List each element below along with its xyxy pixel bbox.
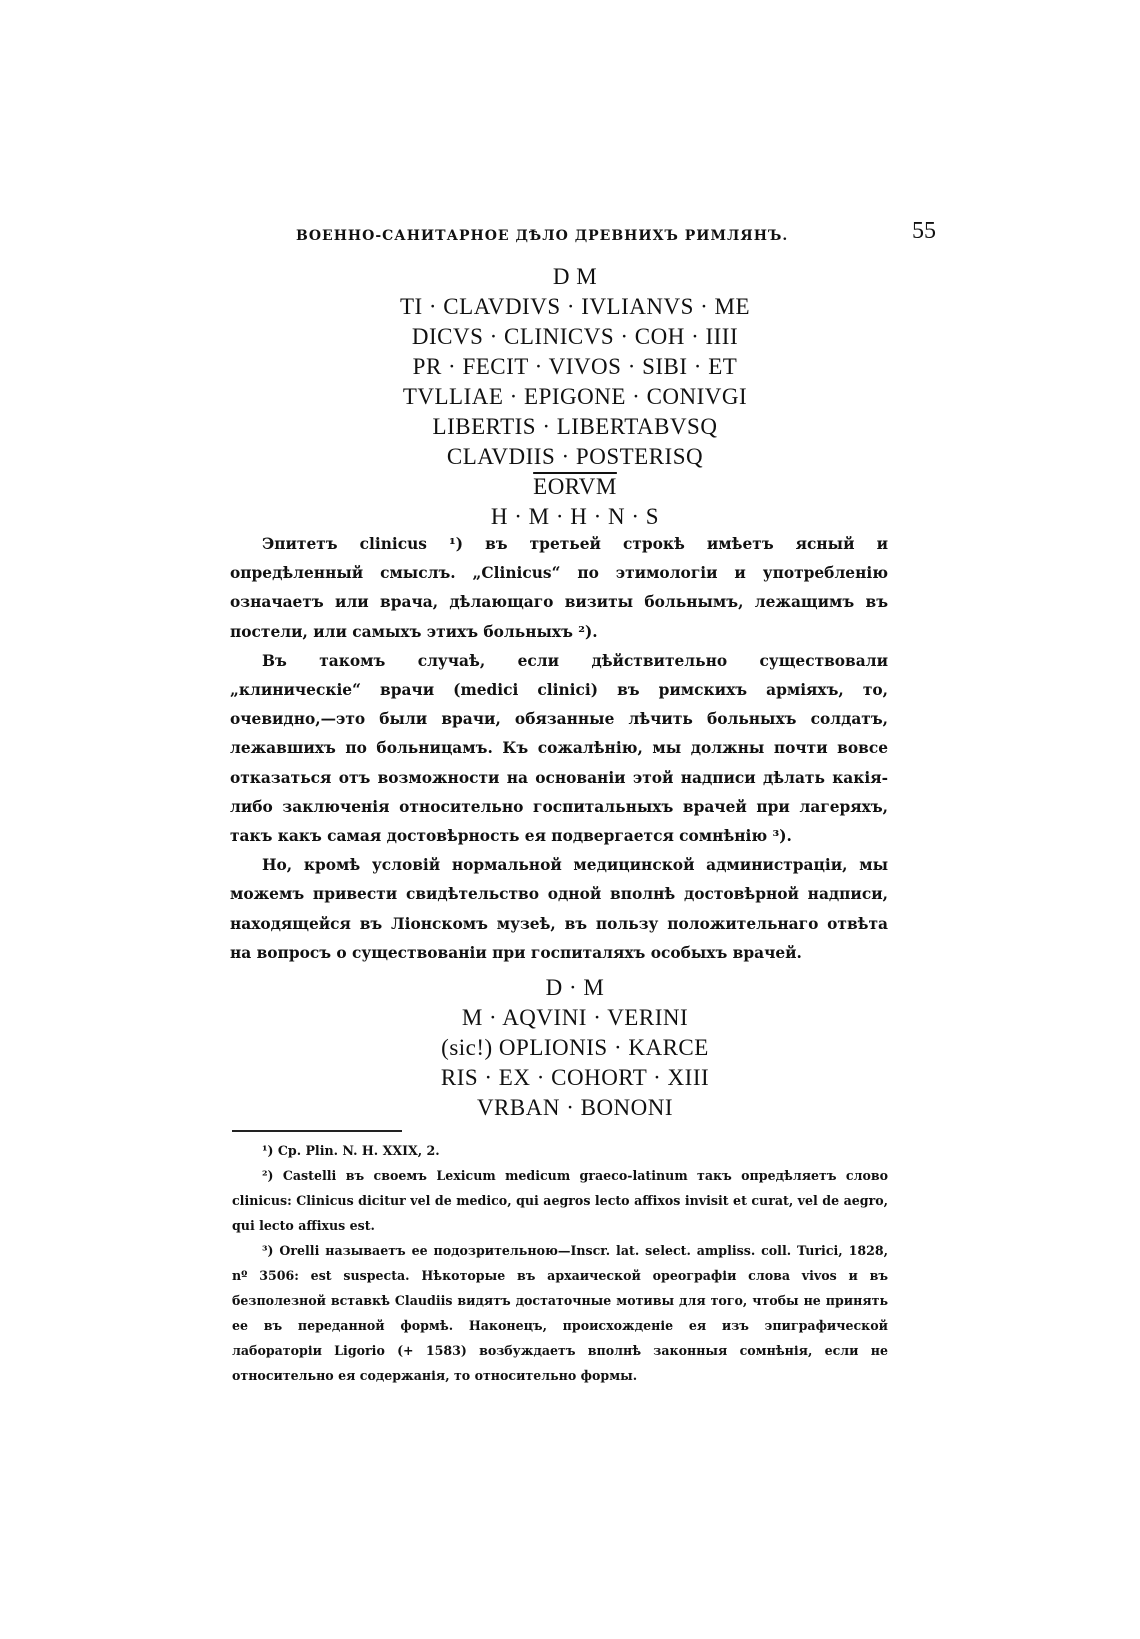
paragraph-1: Эпитетъ clinicus ¹) въ третьей строкѣ имѣетъ ясный и опредѣленный смыслъ. „Clinicus“ по этимологіи и употребленію означаетъ или врача, дѣлающаго визиты больнымъ, лежащимъ въ постели, или самыхъ этихъ больныхъ ²). [230, 535, 888, 641]
footnote-2: ²) Castelli въ своемъ Lexicum medicum graeco-latinum такъ опредѣляетъ слово clinicus: Clinicus dicitur vel de medico, qui aegros lecto affixos invisit et curat, vel de aegro, qui lecto affixus est. [232, 1168, 888, 1233]
inscription-line: DICVS · CLINICVS · COH · IIII [411, 324, 739, 349]
running-title: ВОЕННО-САНИТАРНОЕ ДѢЛО ДРЕВНИХЪ РИМЛЯНЪ. [296, 228, 789, 244]
inscription-line: LIBERTIS · LIBERTABVSQ [432, 414, 718, 439]
page-header [296, 218, 936, 252]
inscription-line: VRBAN · BONONI [476, 1095, 674, 1120]
inscription-line: EORVM [533, 474, 617, 499]
footnote-3: ³) Orelli называетъ ее подозрительною—Inscr. lat. select. ampliss. coll. Turici, 1828, nº 3506: est suspecta. Нѣкоторые въ архаической ореографіи слова vivos и въ безполезной вставкѣ Claudiis видятъ достаточные мотивы для того, чтобы не принять ее въ переданной формѣ. Наконецъ, происхожденіе ея изъ эпиграфической лабораторіи Ligorio (+ 1583) возбуждаетъ вполнѣ законныя сомнѣнія, если не относительно ея содержанія, то относительно формы. [232, 1243, 888, 1383]
inscription-line: TVLLIAE · EPIGONE · CONIVGI [402, 384, 748, 409]
inscription-line: D M [552, 264, 598, 289]
inscription-line: H · M · H · N · S [490, 504, 660, 529]
inscription-line: (sic!) OPLIONIS · KARCE [441, 1035, 709, 1060]
footnotes [232, 1138, 888, 1388]
inscription-tiberius-claudius [250, 262, 900, 532]
footnote-1: ¹) Cp. Plin. N. H. XXIX, 2. [262, 1143, 440, 1158]
inscription-line: CLAVDIIS · POSTERISQ [446, 444, 704, 469]
inscription-line: M · AQVINI · VERINI [461, 1005, 689, 1030]
body-text [230, 530, 888, 968]
inscription-line: D · M [545, 975, 605, 1000]
footnote-divider [232, 1130, 402, 1132]
inscription-line: RIS · EX · COHORT · XIII [440, 1065, 710, 1090]
paragraph-2: Въ такомъ случаѣ, если дѣйствительно существовали „клиническіе“ врачи (medici clinici) въ римскихъ арміяхъ, то, очевидно,—это были врачи, обязанные лѣчить больныхъ солдатъ, лежавшихъ по больницамъ. Къ сожалѣнію, мы должны почти вовсе отказаться отъ возможности на основаніи этой надписи дѣлать какія-либо заключенія относительно госпитальныхъ врачей при лагеряхъ, такъ какъ самая достовѣрность ея подвергается сомнѣнію ³). [230, 651, 888, 846]
inscription-aquinius-verinus [250, 973, 900, 1123]
inscription-line: TI · CLAVDIVS · IVLIANVS · ME [399, 294, 751, 319]
page-number: 55 [912, 218, 936, 244]
paragraph-3: Но, кромѣ условій нормальной медицинской администраціи, мы можемъ привести свидѣтельство одной вполнѣ достовѣрной надписи, находящейся въ Ліонскомъ музеѣ, въ пользу положительнаго отвѣта на вопросъ о существованіи при госпиталяхъ особыхъ врачей. [230, 856, 888, 962]
inscription-line: PR · FECIT · VIVOS · SIBI · ET [412, 354, 738, 379]
